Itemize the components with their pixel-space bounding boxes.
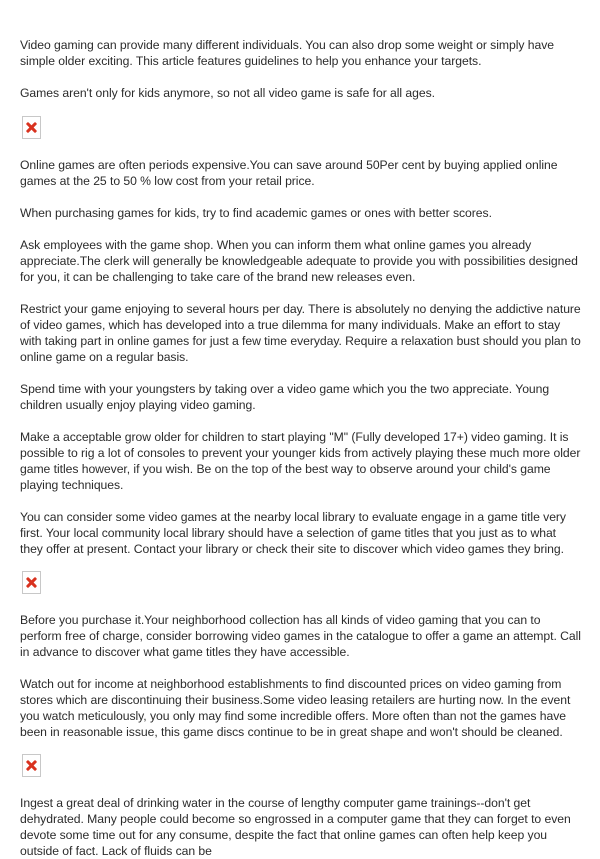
paragraph: Before you purchase it.Your neighborhood collection has all kinds of video gaming that you can to perform free of charge, consider borrowing video games in the catalogue to offer a game an attempt. Call in advance to discover what game titles they have accessible. xyxy=(20,613,581,659)
paragraph: Restrict your game enjoying to several hours per day. There is absolutely no denying the addictive nature of video games, which has developed into a true dilemma for many individuals. Make an effort to stay with taking part in online games for just a few time everyday. Require a relaxation bust should you plan to online game on a regular basis. xyxy=(20,302,581,364)
paragraph: Ingest a great deal of drinking water in the course of lengthy computer game trainings--don't get dehydrated. Many people could become so engrossed in a computer game that they can forget to even devote some time out for any consume, despite the fact that online games can often help keep you outside of fact. Lack of fluids can be xyxy=(20,796,571,858)
paragraph: You can consider some video games at the nearby local library to evaluate engage in a game title very first. Your local community local library should have a selection of game titles that you just as to what they offer at present. Contact your library or check their site to discover which video games they bring. xyxy=(20,510,566,556)
paragraph: Spend time with your youngsters by taking over a video game which you the two appreciate. Young children usually enjoy playing video gaming. xyxy=(20,382,550,412)
article-body xyxy=(20,37,582,859)
broken-image-icon xyxy=(22,116,41,139)
broken-image-icon xyxy=(22,571,41,594)
paragraph: Online games are often periods expensive.You can save around 50Per cent by buying applied online games at the 25 to 50 % low cost from your retail price. xyxy=(20,158,558,188)
broken-image-icon xyxy=(22,754,41,777)
paragraph: Ask employees with the game shop. When you can inform them what online games you already appreciate.The clerk will generally be knowledgeable adequate to provide you with possibilities designed for you, it can be challenging to take care of the brand new releases even. xyxy=(20,238,578,284)
paragraph: When purchasing games for kids, try to find academic games or ones with better scores. xyxy=(20,206,492,220)
paragraph: Make a acceptable grow older for children to start playing "M" (Fully developed 17+) video gaming. It is possible to rig a lot of consoles to prevent your younger kids from actively playing these much more older game titles however, if you wish. Be on the top of the best way to observe around your child's game playing techniques. xyxy=(20,430,581,492)
paragraph: Video gaming can provide many different individuals. You can also drop some weight or simply have simple older exciting. This article features guidelines to help you enhance your targets. xyxy=(20,38,554,68)
paragraph: Watch out for income at neighborhood establishments to find discounted prices on video gaming from stores which are discontinuing their business.Some video leasing retailers are hurting now. In the event you watch meticulously, you only may find some incredible offers. More often than not the games have been in reasonable issue, this game discs continue to be in great shape and won't should be cleaned. xyxy=(20,677,571,739)
paragraph: Games aren't only for kids anymore, so not all video game is safe for all ages. xyxy=(20,86,435,100)
